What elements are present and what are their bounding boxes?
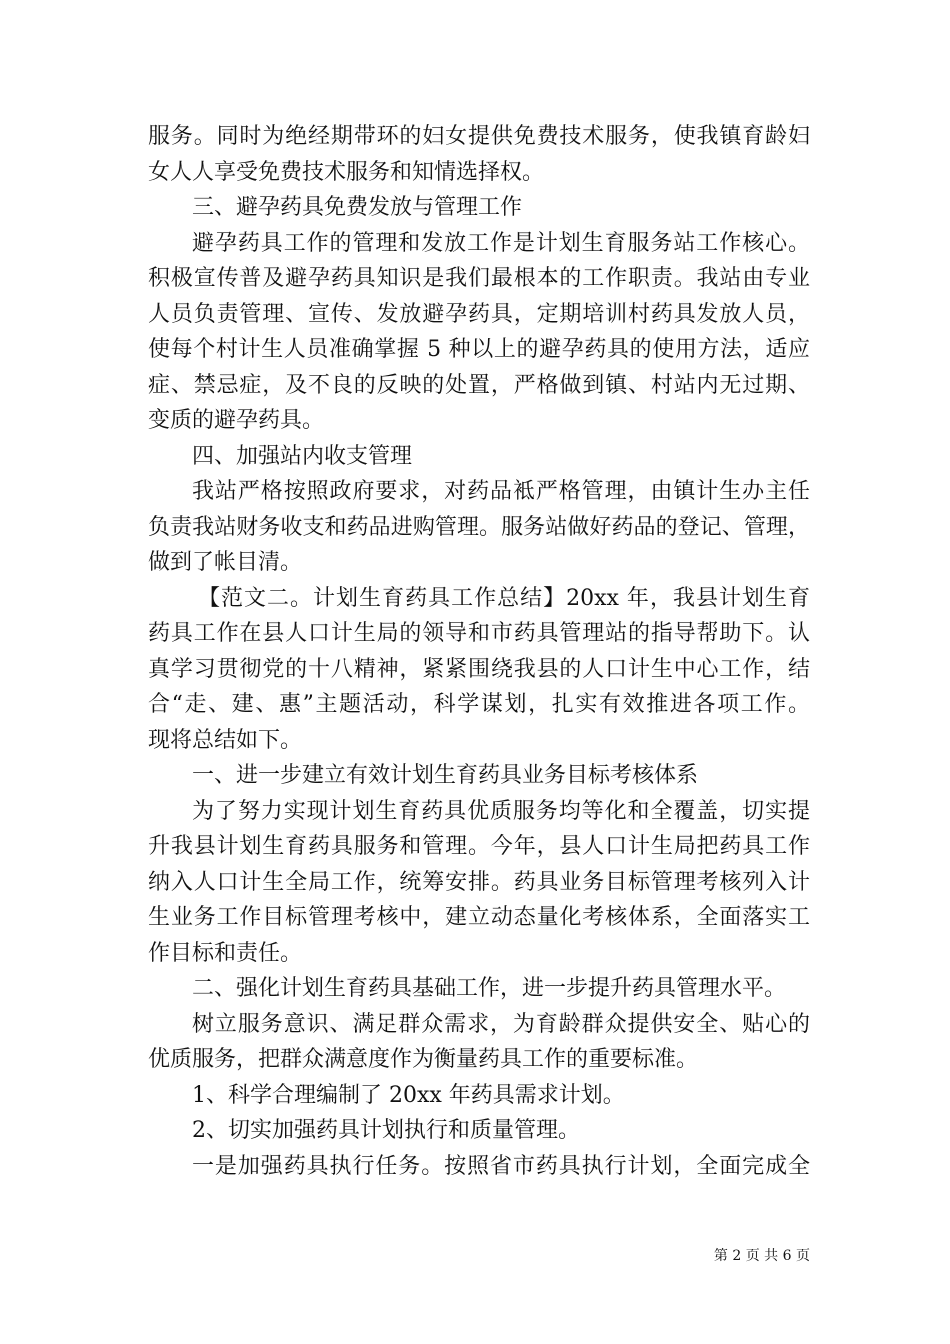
text-line: 作目标和责任。 (148, 940, 303, 966)
text-line: 1、科学合理编制了 20xx 年药具需求计划。 (192, 1082, 625, 1108)
text-line: 生业务工作目标管理考核中，建立动态量化考核体系，全面落实工 (148, 905, 810, 930)
text-line: 变质的避孕药具。 (148, 408, 325, 433)
text-line: 使每个村计生人员准确掌握 5 种以上的避孕药具的使用方法，适应 (148, 337, 810, 362)
text-line: 我站严格按照政府要求，对药品袛严格管理，由镇计生办主任 (192, 479, 810, 504)
text-line: 现将总结如下。 (148, 727, 303, 753)
text-line: 四、加强站内收支管理 (192, 443, 413, 469)
text-line: 一、进一步建立有效计划生育药具业务目标考核体系 (192, 763, 699, 788)
page-number-footer: 第 2 页 共 6 页 (713, 1248, 810, 1264)
document-body (148, 119, 810, 1184)
text-line: 做到了帐目清。 (148, 550, 303, 575)
text-line: 为了努力实现计划生育药具优质服务均等化和全覆盖，切实提 (192, 798, 810, 824)
text-line: 女人人享受免费技术服务和知情选择权。 (148, 159, 545, 185)
text-line: 服务。同时为绝经期带环的妇女提供免费技术服务，使我镇育龄妇 (148, 124, 810, 149)
text-line: 一是加强药具执行任务。按照省市药具执行计划，全面完成全 (192, 1153, 810, 1179)
text-line: 【范文二。计划生育药具工作总结】20xx 年，我县计划生育 (198, 585, 810, 611)
text-line: 二、强化计划生育药具基础工作，进一步提升药具管理水平。 (192, 976, 787, 1001)
text-line: 2、切实加强药具计划执行和质量管理。 (192, 1118, 580, 1143)
text-line: 负责我站财务收支和药品进购管理。服务站做好药品的登记、管理， (148, 514, 810, 540)
text-line: 人员负责管理、宣传、发放避孕药具，定期培训村药具发放人员， (148, 301, 810, 327)
text-line: 药具工作在县人口计生局的领导和市药具管理站的指导帮助下。认 (148, 621, 810, 646)
text-line: 树立服务意识、满足群众需求，为育龄群众提供安全、贴心的 (192, 1011, 810, 1037)
text-line: 三、避孕药具免费发放与管理工作 (192, 195, 523, 220)
text-line: 升我县计划生育药具服务和管理。今年，县人口计生局把药具工作 (148, 834, 810, 859)
text-line: 避孕药具工作的管理和发放工作是计划生育服务站工作核心。 (192, 230, 810, 256)
text-line: 积极宣传普及避孕药具知识是我们最根本的工作职责。我站由专业 (148, 266, 810, 291)
text-line: 真学习贯彻党的十八精神，紧紧围绕我县的人口计生中心工作，结 (148, 656, 810, 682)
text-line: 纳入人口计生全局工作，统筹安排。药具业务目标管理考核列入计 (148, 869, 810, 895)
text-line: 优质服务，把群众满意度作为衡量药具工作的重要标准。 (148, 1047, 699, 1072)
text-line: 合“走、建、惠”主题活动，科学谋划，扎实有效推进各项工作。 (148, 692, 810, 717)
text-line: 症、禁忌症，及不良的反映的处置，严格做到镇、村站内无过期、 (148, 372, 810, 398)
